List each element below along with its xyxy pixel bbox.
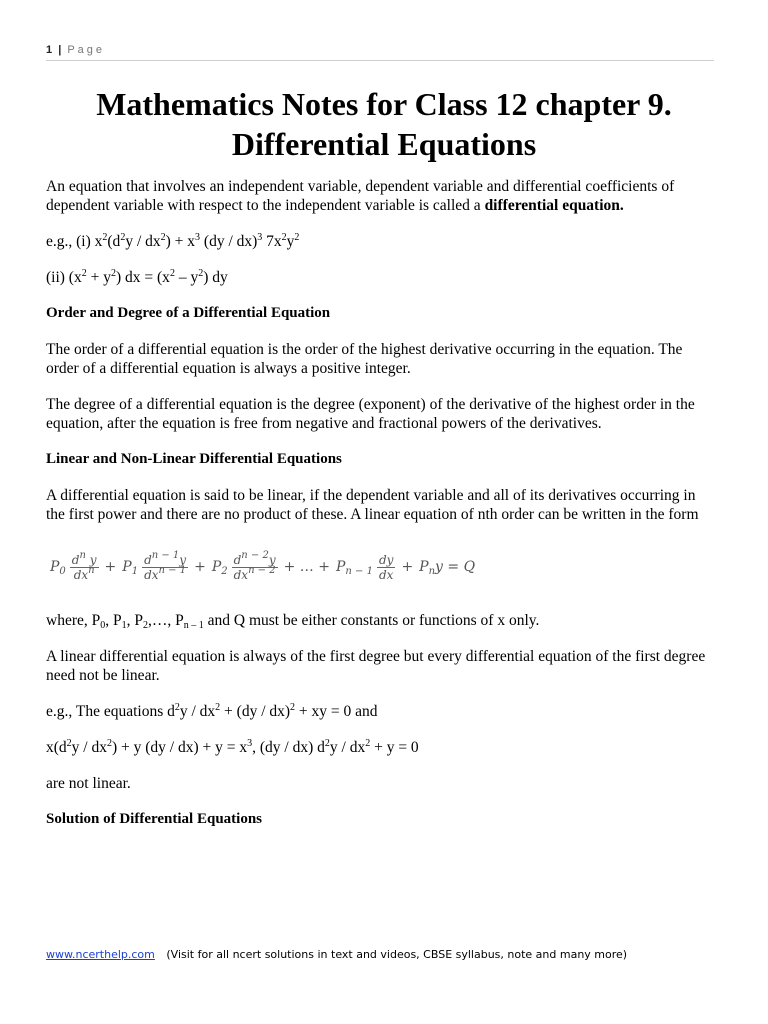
heading-solution: Solution of Differential Equations <box>46 811 262 827</box>
heading-order-degree: Order and Degree of a Differential Equation <box>46 305 331 321</box>
linear-equation-formula: $P_0$ $\frac{d^n y}{dx^n}$ + $P_1$ $\frac{d^{n - 1}y}{dx^{n - 1}}$ + $P_2$ $\frac{d^{n - 2}y}{dx^{n - 2}}$ + … + $P_{n - 1}$ $\frac{dy}{dx}$ + $P_ny = Q$ <box>50 549 476 582</box>
page-title <box>30 84 738 164</box>
linear-paragraph: A differential equation is said to be linear, if the dependent variable and all of its derivatives occurring in the first power and there are no product of these. A linear equation of nth order can be written in the form <box>46 487 699 523</box>
page-header <box>46 44 714 61</box>
nonlinear-example-2: $x(d^2y / dx^2) + y$ $(dy / dx) + y = x^3$, (dy / dx) $d^2y / dx^2 + y = 0$ <box>46 738 419 756</box>
order-paragraph: The order of a differential equation is the order of the highest derivative occurring in the equation. The order of a differential equation is always a positive integer. <box>46 341 683 377</box>
page-footer <box>46 948 726 961</box>
degree-paragraph: The degree of a differential equation is the degree (exponent) of the derivative of the highest order in the equation, after the equation is free from negative and fractional powers of the derivatives. <box>46 396 695 432</box>
example-2: (ii) $(x^2 + y^2)$ dx = $(x^2 - y^2)$ dy <box>46 268 228 286</box>
document-body <box>46 177 718 846</box>
title-line-2: Differential Equations <box>231 126 537 162</box>
page-label: Page <box>67 44 106 56</box>
footer-text: (Visit for all ncert solutions in text and videos, CBSE syllabus, note and many more) <box>166 948 628 961</box>
where-paragraph: where, $P_0$, $P_1$, $P_2,\dots$, $P_{n - 1}$ and Q must be either constants or functions of x only. <box>46 612 540 631</box>
website-link[interactable]: www.ncerthelp.com <box>46 948 155 961</box>
title-line-1: Mathematics Notes for Class 12 chapter 9. <box>96 86 672 122</box>
not-linear-text: are not linear. <box>46 775 131 792</box>
example-1: e.g., (i) $x^2(d^2y / dx^2) + x^3$ (dy / dx)$^3$ $7x^2y^2$ <box>46 232 300 250</box>
intro-paragraph: An equation that involves an independent variable, dependent variable and differential coefficients of dependent variable with respect to the independent variable is called a differential equation. <box>46 178 675 214</box>
page-number: 1 <box>46 44 53 56</box>
linear-degree-paragraph: A linear differential equation is always of the first degree but every differential equation of the first degree need not be linear. <box>46 648 706 684</box>
heading-linear: Linear and Non-Linear Differential Equations <box>46 451 342 467</box>
term-differential-equation: differential equation. <box>484 197 624 214</box>
nonlinear-example-1: e.g., The equations $d^2y / dx^2 + (dy / dx)^2$ + xy = 0 and <box>46 702 378 720</box>
page-separator: | <box>58 44 62 56</box>
